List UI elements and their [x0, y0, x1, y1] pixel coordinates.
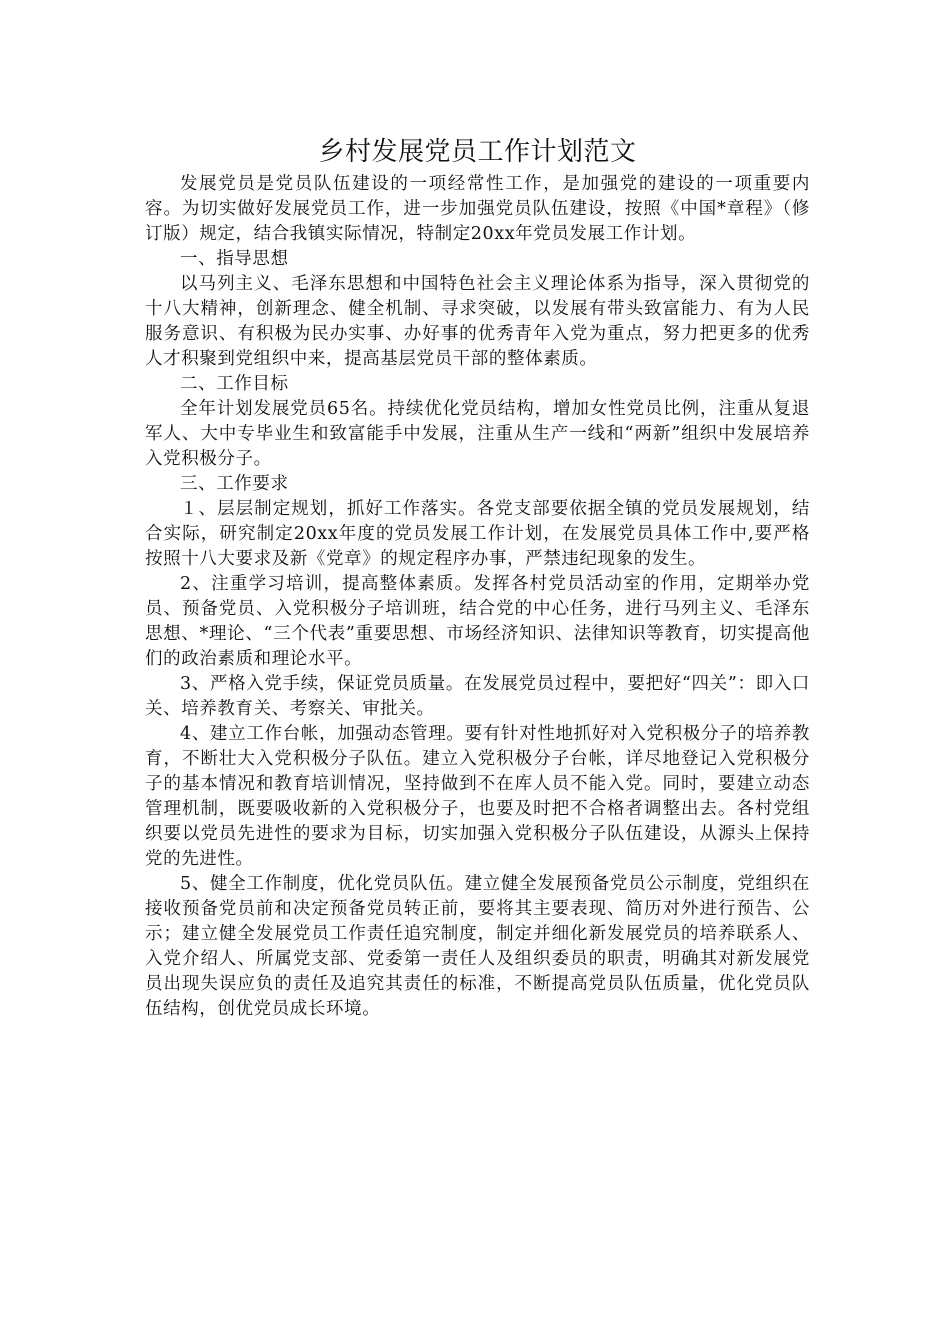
requirement-item-1: １、层层制定规划，抓好工作落实。各党支部要依据全镇的党员发展规划，结合实际，研究制定20xx年度的党员发展工作计划，在发展党员具体工作中,要严格按照十八大要求及新《党章》的规定程序办事，严禁违纪现象的发生。 — [145, 499, 810, 569]
section-heading-work-goals: 二、工作目标 — [180, 374, 289, 394]
guiding-ideology-paragraph: 以马列主义、毛泽东思想和中国特色社会主义理论体系为指导，深入贯彻党的十八大精神，创新理念、健全机制、寻求突破，以发展有带头致富能力、有为人民服务意识、有积极为民办实事、办好事的优秀青年入党为重点，努力把更多的优秀人才积聚到党组织中来，提高基层党员干部的整体素质。 — [145, 274, 810, 369]
section-heading-work-requirements: 三、工作要求 — [180, 474, 289, 494]
document-title: 乡村发展党员工作计划范文 — [318, 137, 637, 167]
requirement-item-3: 3、严格入党手续，保证党员质量。在发展党员过程中，要把好“四关”：即入口关、培养教育关、考察关、审批关。 — [145, 674, 810, 719]
requirement-item-2: 2、注重学习培训，提高整体素质。发挥各村党员活动室的作用，定期举办党员、预备党员、入党积极分子培训班，结合党的中心任务，进行马列主义、毛泽东思想、*理论、“三个代表”重要思想、市场经济知识、法律知识等教育，切实提高他们的政治素质和理论水平。 — [145, 574, 810, 669]
document-body — [145, 132, 810, 1022]
requirement-item-4: 4、建立工作台帐，加强动态管理。要有针对性地抓好对入党积极分子的培养教育，不断壮大入党积极分子队伍。建立入党积极分子台帐，详尽地登记入党积极分子的基本情况和教育培训情况，坚持做到不在库人员不能入党。同时，要建立动态管理机制，既要吸收新的入党积极分子，也要及时把不合格者调整出去。各村党组织要以党员先进性的要求为目标，切实加强入党积极分子队伍建设，从源头上保持党的先进性。 — [145, 724, 810, 869]
intro-paragraph: 发展党员是党员队伍建设的一项经常性工作，是加强党的建设的一项重要内容。为切实做好发展党员工作，进一步加强党员队伍建设，按照《中国*章程》（修订版）规定，结合我镇实际情况，特制定20xx年党员发展工作计划。 — [145, 174, 810, 244]
section-heading-guiding-ideology: 一、指导思想 — [180, 249, 289, 269]
requirement-item-5: 5、健全工作制度，优化党员队伍。建立健全发展预备党员公示制度，党组织在接收预备党员前和决定预备党员转正前，要将其主要表现、简历对外进行预告、公示；建立健全发展党员工作责任追究制度，制定并细化新发展党员的培养联系人、入党介绍人、所属党支部、党委第一责任人及组织委员的职责，明确其对新发展党员出现失误应负的责任及追究其责任的标准，不断提高党员队伍质量，优化党员队伍结构，创优党员成长环境。 — [145, 874, 810, 1019]
work-goals-paragraph: 全年计划发展党员65名。持续优化党员结构，增加女性党员比例，注重从复退军人、大中专毕业生和致富能手中发展，注重从生产一线和“两新”组织中发展培养入党积极分子。 — [145, 399, 810, 469]
